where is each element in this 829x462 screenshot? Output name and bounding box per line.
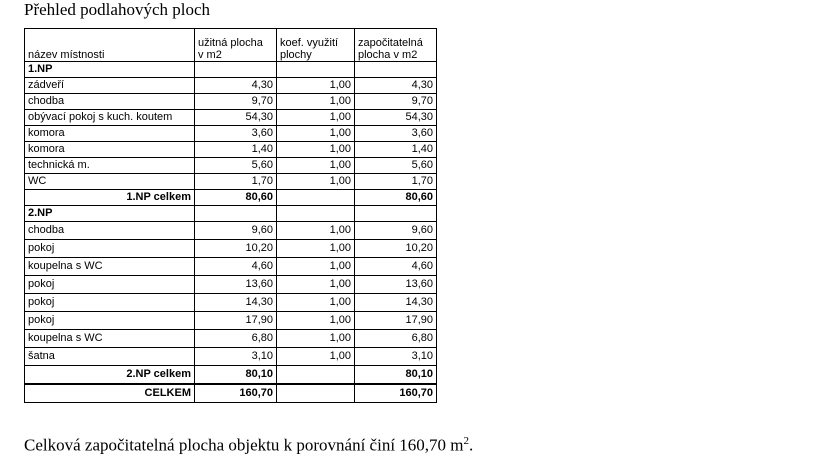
header-area: užitná plocha v m2 [195,29,277,62]
room-counted: 10,20 [355,240,437,258]
room-coef: 1,00 [277,258,355,276]
room-coef: 1,00 [277,142,355,158]
room-coef: 1,00 [277,276,355,294]
grand-total-label: CELKEM [25,384,195,403]
room-counted: 4,30 [355,78,437,94]
section-row-2np [25,206,437,222]
table-row [25,78,437,94]
room-counted: 6,80 [355,330,437,348]
table-row [25,330,437,348]
table-row [25,348,437,366]
room-area: 1,70 [195,174,277,190]
room-counted: 4,60 [355,258,437,276]
room-counted: 17,90 [355,312,437,330]
room-name: obývací pokoj s kuch. koutem [25,110,195,126]
subtotal-counted: 80,10 [355,366,437,385]
room-area: 10,20 [195,240,277,258]
room-area: 9,60 [195,222,277,240]
header-counted: započitatelná plocha v m2 [355,29,437,62]
room-area: 6,80 [195,330,277,348]
room-name: šatna [25,348,195,366]
table-row [25,222,437,240]
room-coef: 1,00 [277,222,355,240]
room-coef: 1,00 [277,348,355,366]
room-coef: 1,00 [277,78,355,94]
table-row [25,240,437,258]
room-coef: 1,00 [277,126,355,142]
subtotal-area: 80,60 [195,190,277,206]
room-name: pokoj [25,294,195,312]
table-row [25,312,437,330]
room-name: pokoj [25,312,195,330]
subtotal-counted: 80,60 [355,190,437,206]
room-coef: 1,00 [277,158,355,174]
room-counted: 14,30 [355,294,437,312]
room-counted: 9,60 [355,222,437,240]
floor-area-table [24,28,437,403]
room-counted: 13,60 [355,276,437,294]
room-area: 3,10 [195,348,277,366]
table-row [25,258,437,276]
subtotal-row-2np [25,366,437,385]
room-counted: 3,60 [355,126,437,142]
header-coef: koef. využití plochy [277,29,355,62]
summary-note-text: Celková započitatelná plocha objektu k porovnání činí 160,70 m [24,435,464,455]
summary-note-sup: 2 [463,435,470,447]
room-name: koupelna s WC [25,258,195,276]
subtotal-label: 1.NP celkem [25,190,195,206]
room-area: 13,60 [195,276,277,294]
room-counted: 1,40 [355,142,437,158]
table-row [25,142,437,158]
room-name: komora [25,126,195,142]
room-counted: 5,60 [355,158,437,174]
room-name: chodba [25,222,195,240]
room-name: technická m. [25,158,195,174]
room-area: 4,30 [195,78,277,94]
room-coef: 1,00 [277,110,355,126]
table-row [25,174,437,190]
subtotal-area: 80,10 [195,366,277,385]
room-name: chodba [25,94,195,110]
room-name: WC [25,174,195,190]
summary-note-end: . [469,435,474,455]
room-coef: 1,00 [277,240,355,258]
room-name: pokoj [25,240,195,258]
grand-total-area: 160,70 [195,384,277,403]
subtotal-row-1np [25,190,437,206]
table-row [25,110,437,126]
room-coef: 1,00 [277,94,355,110]
summary-note [24,430,473,457]
room-name: koupelna s WC [25,330,195,348]
room-coef: 1,00 [277,294,355,312]
room-coef: 1,00 [277,330,355,348]
room-coef: 1,00 [277,312,355,330]
room-area: 17,90 [195,312,277,330]
room-area: 5,60 [195,158,277,174]
room-counted: 3,10 [355,348,437,366]
room-area: 1,40 [195,142,277,158]
room-name: komora [25,142,195,158]
room-counted: 9,70 [355,94,437,110]
room-area: 54,30 [195,110,277,126]
section-row-1np [25,62,437,78]
page-title: Přehled podlahových ploch [24,0,211,19]
table-row [25,294,437,312]
section-label: 2.NP [25,206,195,222]
room-name: pokoj [25,276,195,294]
grand-total-counted: 160,70 [355,384,437,403]
room-area: 9,70 [195,94,277,110]
subtotal-label: 2.NP celkem [25,366,195,385]
table-row [25,158,437,174]
table-row [25,94,437,110]
room-area: 14,30 [195,294,277,312]
table-header-row [25,29,437,62]
table-row [25,276,437,294]
room-coef: 1,00 [277,174,355,190]
header-name: název místnosti [25,29,195,62]
section-label: 1.NP [25,62,195,78]
room-counted: 54,30 [355,110,437,126]
room-area: 3,60 [195,126,277,142]
room-counted: 1,70 [355,174,437,190]
room-area: 4,60 [195,258,277,276]
grand-total-row [25,384,437,403]
room-name: zádveří [25,78,195,94]
table-row [25,126,437,142]
